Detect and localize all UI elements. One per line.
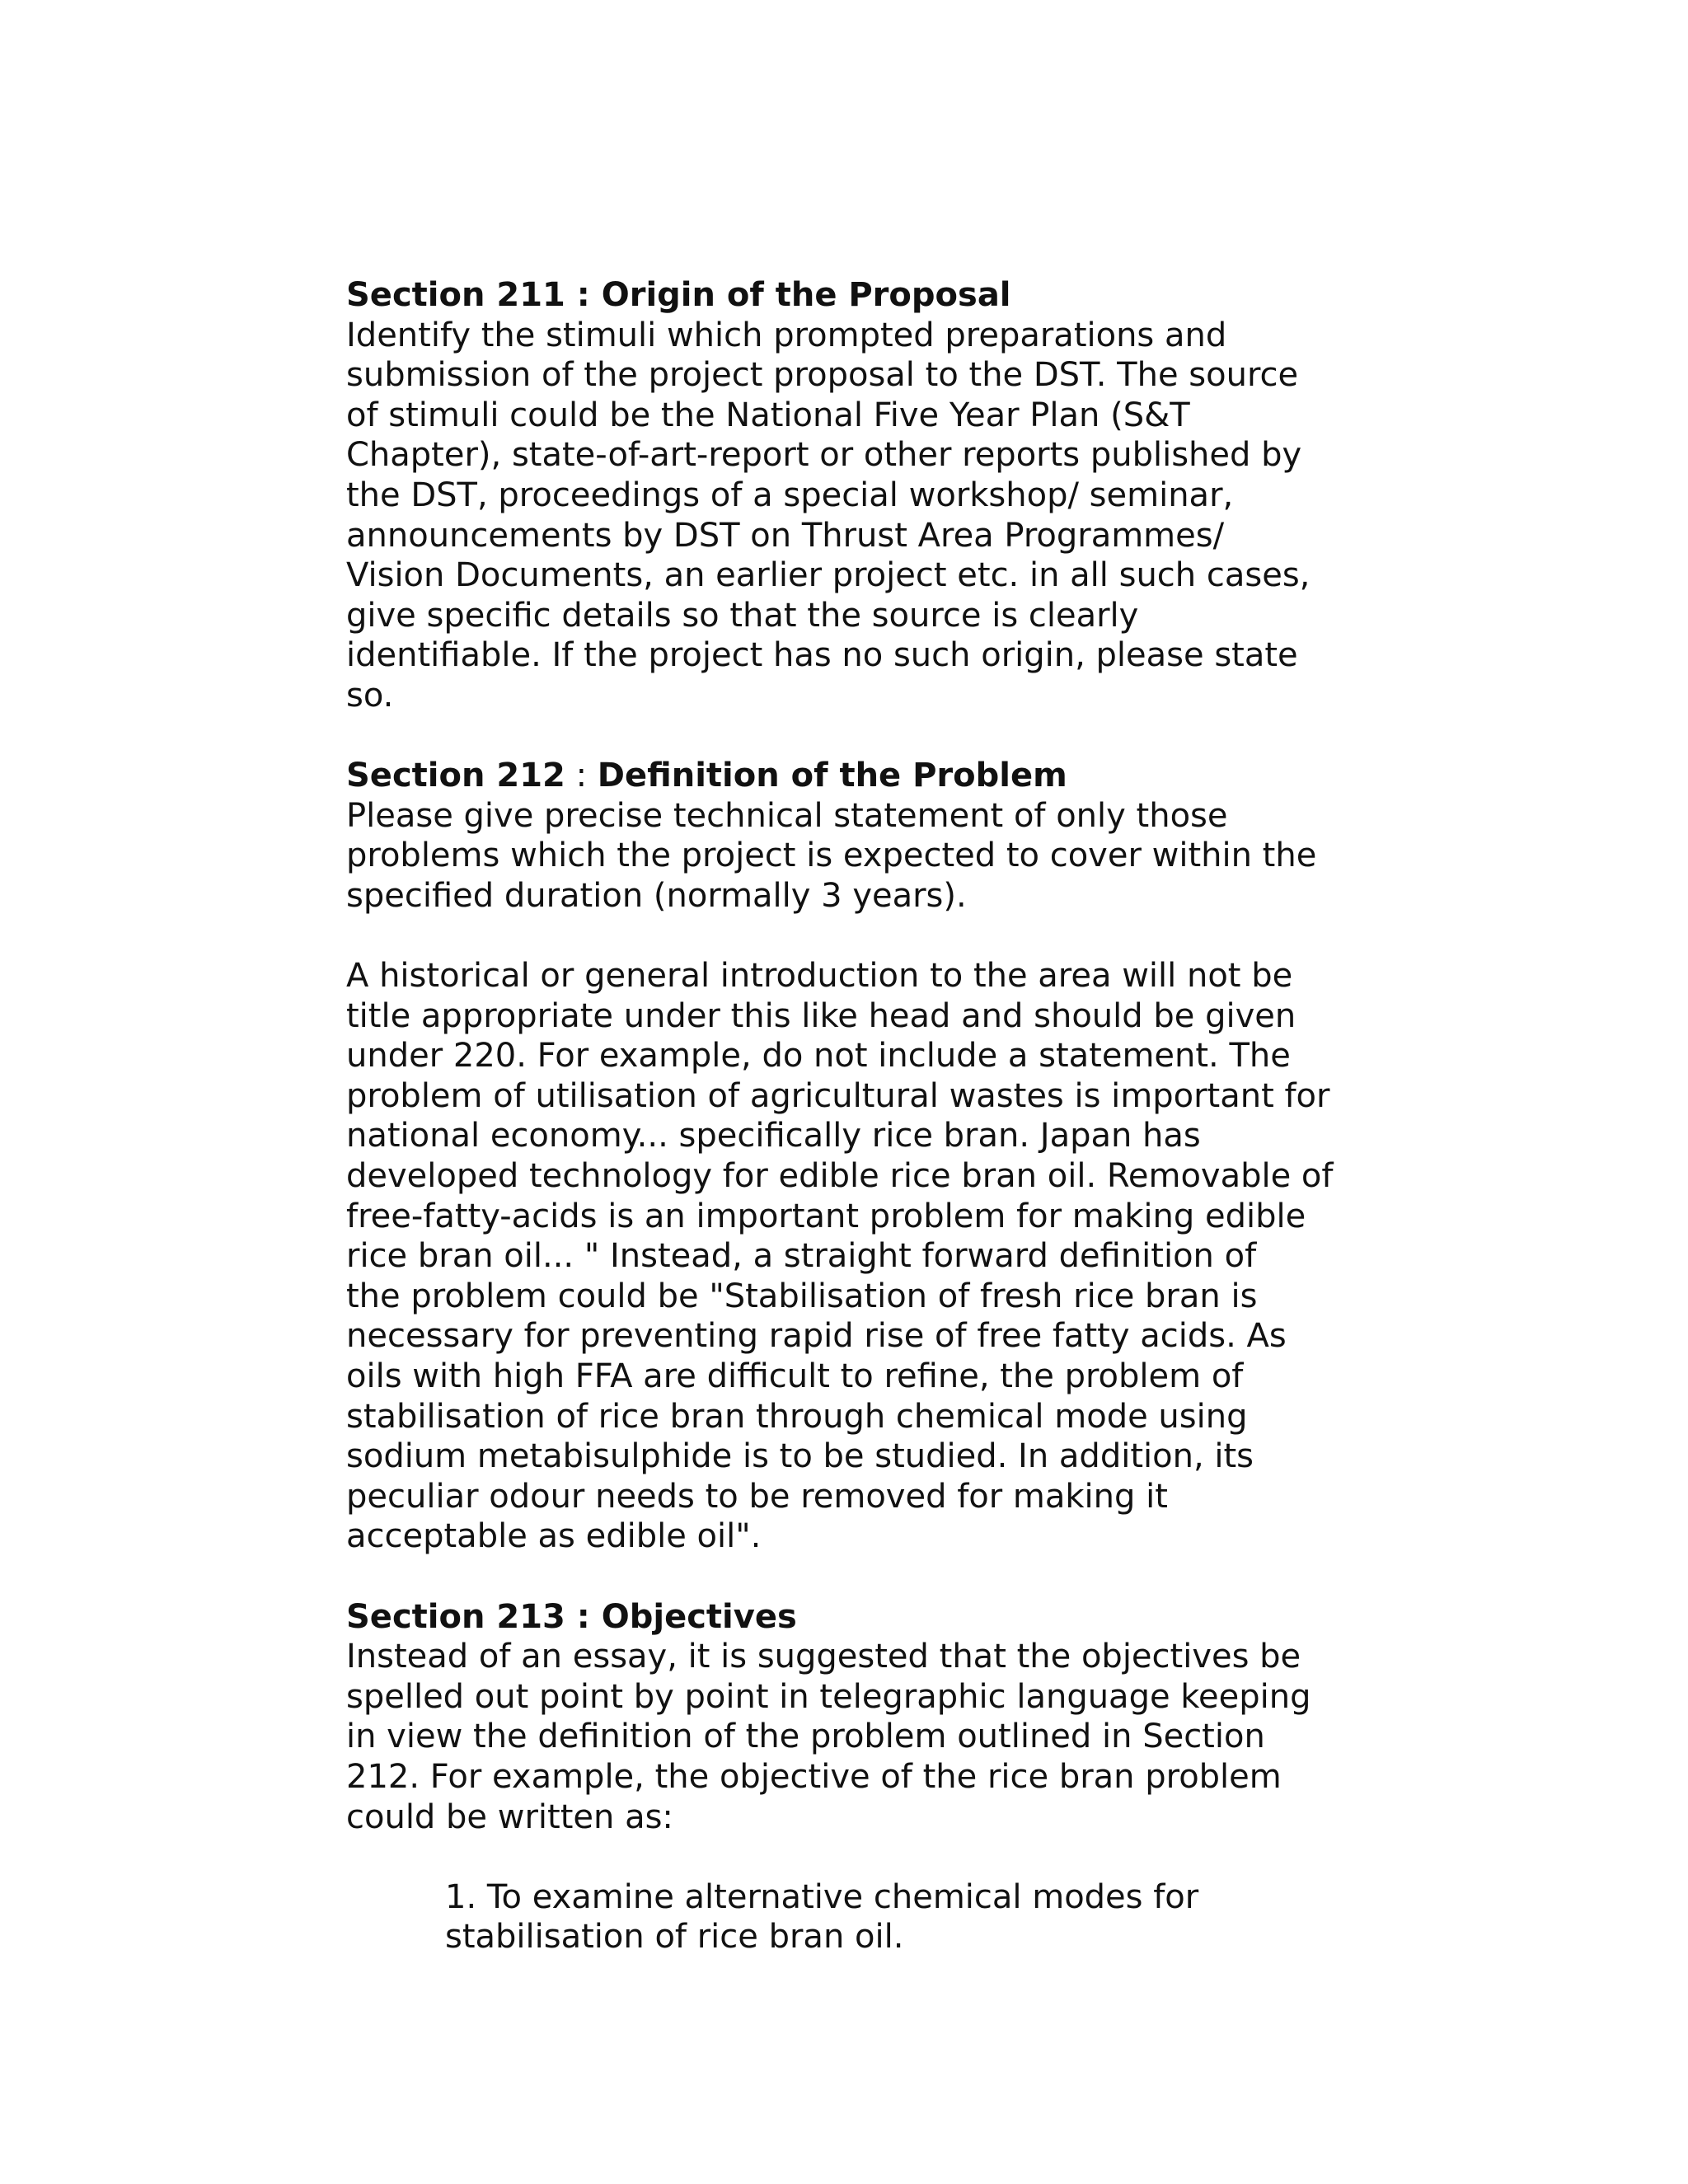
text-line: national economy... specifically rice bran. Japan has — [346, 1117, 1201, 1155]
text-line: oils with high FFA are difficult to refine, the problem of — [346, 1357, 1244, 1396]
text-line: A historical or general introduction to the area will not be — [346, 957, 1293, 996]
text-line: problems which the project is expected to cover within the — [346, 837, 1317, 875]
text-line: problem of utilisation of agricultural wastes is important for — [346, 1076, 1330, 1115]
section-paragraph — [346, 956, 1360, 1557]
text-line: in view the definition of the problem outlined in Section — [346, 1718, 1265, 1756]
text-line: rice bran oil... " Instead, a straight forward definition of — [346, 1237, 1257, 1276]
section-separator: : — [565, 1597, 602, 1636]
paragraph-spacer — [346, 1837, 1360, 1877]
section-number: Section 211 — [346, 276, 565, 314]
text-line: identifiable. If the project has no such origin, please state — [346, 636, 1298, 675]
text-line: free-fatty-acids is an important problem for making edible — [346, 1197, 1306, 1235]
text-line: sodium metabisulphide is to be studied. In addition, its — [346, 1437, 1254, 1476]
section-separator: : — [565, 276, 602, 314]
text-line: stabilisation of rice bran oil. — [445, 1918, 904, 1957]
text-line: necessary for preventing rapid rise of free fatty acids. As — [346, 1317, 1287, 1356]
text-line: Instead of an essay, it is suggested that the objectives be — [346, 1638, 1301, 1676]
section-211 — [346, 275, 1360, 716]
text-line: Chapter), state-of-art-report or other reports published by — [346, 436, 1302, 475]
text-line: 212. For example, the objective of the rice bran problem — [346, 1757, 1282, 1796]
text-line: so. — [346, 676, 394, 715]
paragraph-spacer — [346, 916, 1360, 957]
section-212 — [346, 756, 1360, 1557]
text-line: stabilisation of rice bran through chemical mode using — [346, 1397, 1248, 1436]
section-heading — [346, 756, 1360, 796]
section-heading — [346, 275, 1360, 316]
text-line: give specific details so that the source is clearly — [346, 596, 1139, 635]
text-line: Vision Documents, an earlier project etc. in all such cases, — [346, 556, 1311, 595]
text-line: title appropriate under this like head and should be given — [346, 996, 1296, 1035]
text-line: the DST, proceedings of a special workshop/ seminar, — [346, 476, 1234, 514]
section-213 — [346, 1597, 1360, 1957]
text-line: Please give precise technical statement of only those — [346, 796, 1228, 835]
objectives-list — [346, 1877, 1360, 1957]
text-line: under 220. For example, do not include a statement. The — [346, 1037, 1291, 1076]
section-title: Definition of the Problem — [597, 757, 1067, 795]
section-number: Section 212 — [346, 757, 565, 795]
text-line: submission of the project proposal to the DST. The source — [346, 356, 1299, 395]
text-line: could be written as: — [346, 1797, 673, 1836]
section-title: Origin of the Proposal — [601, 276, 1011, 314]
section-paragraph — [346, 796, 1360, 916]
section-paragraph — [346, 1637, 1360, 1837]
text-line: of stimuli could be the National Five Year Plan (S&T — [346, 396, 1190, 434]
text-line: spelled out point by point in telegraphic language keeping — [346, 1677, 1311, 1716]
text-line: announcements by DST on Thrust Area Programmes/ — [346, 516, 1225, 555]
section-heading — [346, 1597, 1360, 1638]
text-line: specified duration (normally 3 years). — [346, 876, 967, 915]
text-line: the problem could be "Stabilisation of fresh rice bran is — [346, 1277, 1258, 1315]
text-line: peculiar odour needs to be removed for making it — [346, 1477, 1168, 1516]
text-line: acceptable as edible oil". — [346, 1517, 762, 1556]
section-separator: : — [565, 757, 598, 795]
text-line: Identify the stimuli which prompted preparations and — [346, 316, 1227, 354]
text-line: 1. To examine alternative chemical modes for — [445, 1877, 1199, 1916]
list-item — [445, 1877, 1360, 1957]
section-title: Objectives — [601, 1597, 797, 1636]
text-line: developed technology for edible rice bran oil. Removable of — [346, 1157, 1334, 1196]
document-page — [346, 275, 1360, 1998]
section-paragraph — [346, 316, 1360, 716]
section-number: Section 213 — [346, 1597, 565, 1636]
